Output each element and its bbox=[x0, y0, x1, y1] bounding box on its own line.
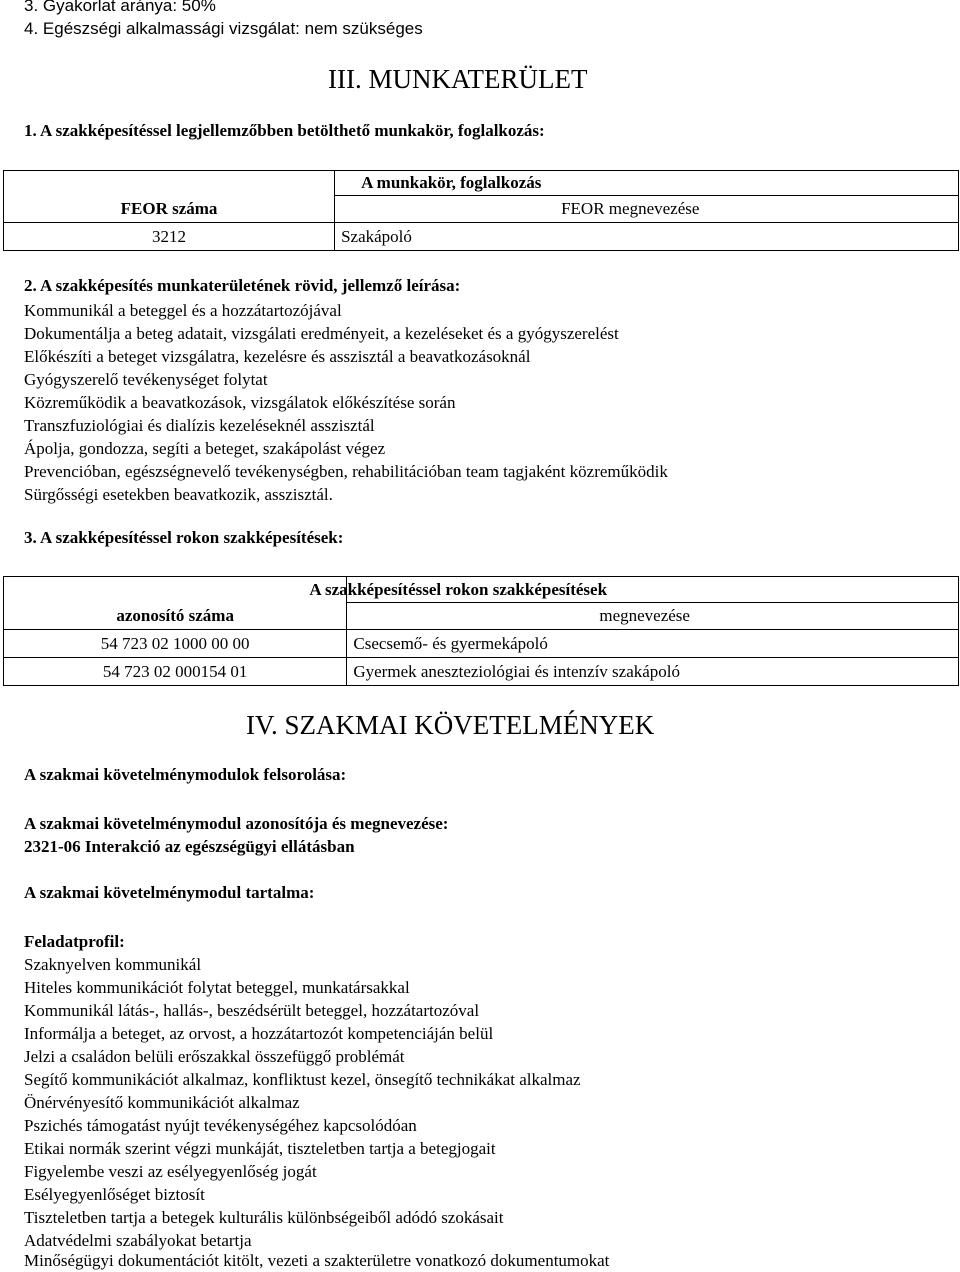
list-item: Prevencióban, egészségnevelő tevékenységben, rehabilitációban team tagjaként közreműködik bbox=[24, 462, 668, 481]
module-id-label: A szakmai követelménymodul azonosítója és megnevezése: bbox=[24, 814, 449, 833]
list-item: Sürgősségi esetekben beavatkozik, asszisztál. bbox=[24, 485, 333, 504]
list-item: Kommunikál látás-, hallás-, beszédsérült beteggel, hozzátartozóval bbox=[24, 1001, 480, 1020]
module-content-heading: A szakmai követelménymodul tartalma: bbox=[24, 883, 315, 902]
table1-col-feor-name: FEOR megnevezése bbox=[335, 196, 959, 223]
table2-group-header bbox=[309, 577, 959, 603]
list-item: Hiteles kommunikációt folytat beteggel, munkatársakkal bbox=[24, 978, 410, 997]
table2-col-name: megnevezése bbox=[347, 603, 959, 630]
list-item: Közreműködik a beavatkozások, vizsgálatok előkészítése során bbox=[24, 393, 456, 412]
section-4-title: IV. SZAKMAI KÖVETELMÉNYEK bbox=[246, 710, 655, 740]
profile-title: Feladatprofil: bbox=[24, 932, 125, 951]
table1-group-header: A munkakör, foglalkozás bbox=[335, 171, 959, 196]
table1-feor-code: 3212 bbox=[4, 223, 335, 251]
list-item: Önérvényesítő kommunikációt alkalmaz bbox=[24, 1093, 300, 1112]
table2-row2-name: Gyermek aneszteziológiai és intenzív szakápoló bbox=[347, 658, 959, 686]
list-item: Gyógyszerelő tevékenységet folytat bbox=[24, 370, 268, 389]
question-3: 3. A szakképesítéssel rokon szakképesítések: bbox=[24, 528, 344, 547]
table1-feor-name: Szakápoló bbox=[335, 223, 959, 251]
module-id: 2321-06 Interakció az egészségügyi ellátásban bbox=[24, 837, 355, 856]
question-2: 2. A szakképesítés munkaterületének rövid, jellemző leírása: bbox=[24, 276, 461, 295]
list-item: Esélyegyenlőséget biztosít bbox=[24, 1185, 205, 1204]
table1-empty-cell bbox=[4, 171, 335, 196]
list-item: Etikai normák szerint végzi munkáját, tiszteletben tartja a betegjogait bbox=[24, 1139, 496, 1158]
list-item: Kommunikál a beteggel és a hozzátartozójával bbox=[24, 301, 342, 320]
question-1: 1. A szakképesítéssel legjellemzőbben betölthető munkakör, foglalkozás: bbox=[24, 121, 545, 140]
table2-row1-id: 54 723 02 1000 00 00 bbox=[4, 630, 347, 658]
health-requirement: 4. Egészségi alkalmassági vizsgálat: nem szükséges bbox=[24, 19, 423, 38]
list-item: Ápolja, gondozza, segíti a beteget, szakápolást végez bbox=[24, 439, 386, 458]
list-item: Tiszteletben tartja a betegek kulturális különbségeiből adódó szokásait bbox=[24, 1208, 504, 1227]
table2-row2-id: 54 723 02 000154 01 bbox=[4, 658, 347, 686]
list-item: Minőségügyi dokumentációt kitölt, vezeti a szakterületre vonatkozó dokumentumokat bbox=[24, 1251, 610, 1270]
list-item: Jelzi a családon belüli erőszakkal összefüggő problémát bbox=[24, 1047, 405, 1066]
list-item: Előkészíti a beteget vizsgálatra, kezelésre és asszisztál a beavatkozásoknál bbox=[24, 347, 531, 366]
practice-ratio: 3. Gyakorlat aránya: 50% bbox=[24, 0, 216, 15]
table2-row1-name: Csecsemő- és gyermekápoló bbox=[347, 630, 959, 658]
list-item: Figyelembe veszi az esélyegyenlőség jogát bbox=[24, 1162, 317, 1181]
related-qualifications-table bbox=[3, 576, 959, 686]
list-item: Segítő kommunikációt alkalmaz, konfliktust kezel, önsegítő technikákat alkalmaz bbox=[24, 1070, 581, 1089]
list-item: Adatvédelmi szabályokat betartja bbox=[24, 1231, 252, 1250]
list-item: Transzfuziológiai és dialízis kezeléseknél asszisztál bbox=[24, 416, 375, 435]
table1-col-feor-code: FEOR száma bbox=[4, 196, 335, 223]
list-item: Pszichés támogatást nyújt tevékenységéhez kapcsolódóan bbox=[24, 1116, 417, 1135]
section-3-title: III. MUNKATERÜLET bbox=[328, 64, 588, 94]
list-item: Informálja a beteget, az orvost, a hozzátartozót kompetenciáján belül bbox=[24, 1024, 494, 1043]
table2-empty-cell bbox=[4, 577, 347, 603]
list-item: Dokumentálja a beteg adatait, vizsgálati eredményeit, a kezeléseket és a gyógyszerelést bbox=[24, 324, 619, 343]
modules-list-heading: A szakmai követelménymodulok felsorolása: bbox=[24, 765, 347, 784]
occupation-table bbox=[3, 170, 959, 251]
table2-col-id: azonosító száma bbox=[4, 603, 347, 630]
list-item: Szaknyelven kommunikál bbox=[24, 955, 202, 974]
table2-group-header-text: A szakképesítéssel rokon szakképesítések bbox=[309, 579, 608, 599]
